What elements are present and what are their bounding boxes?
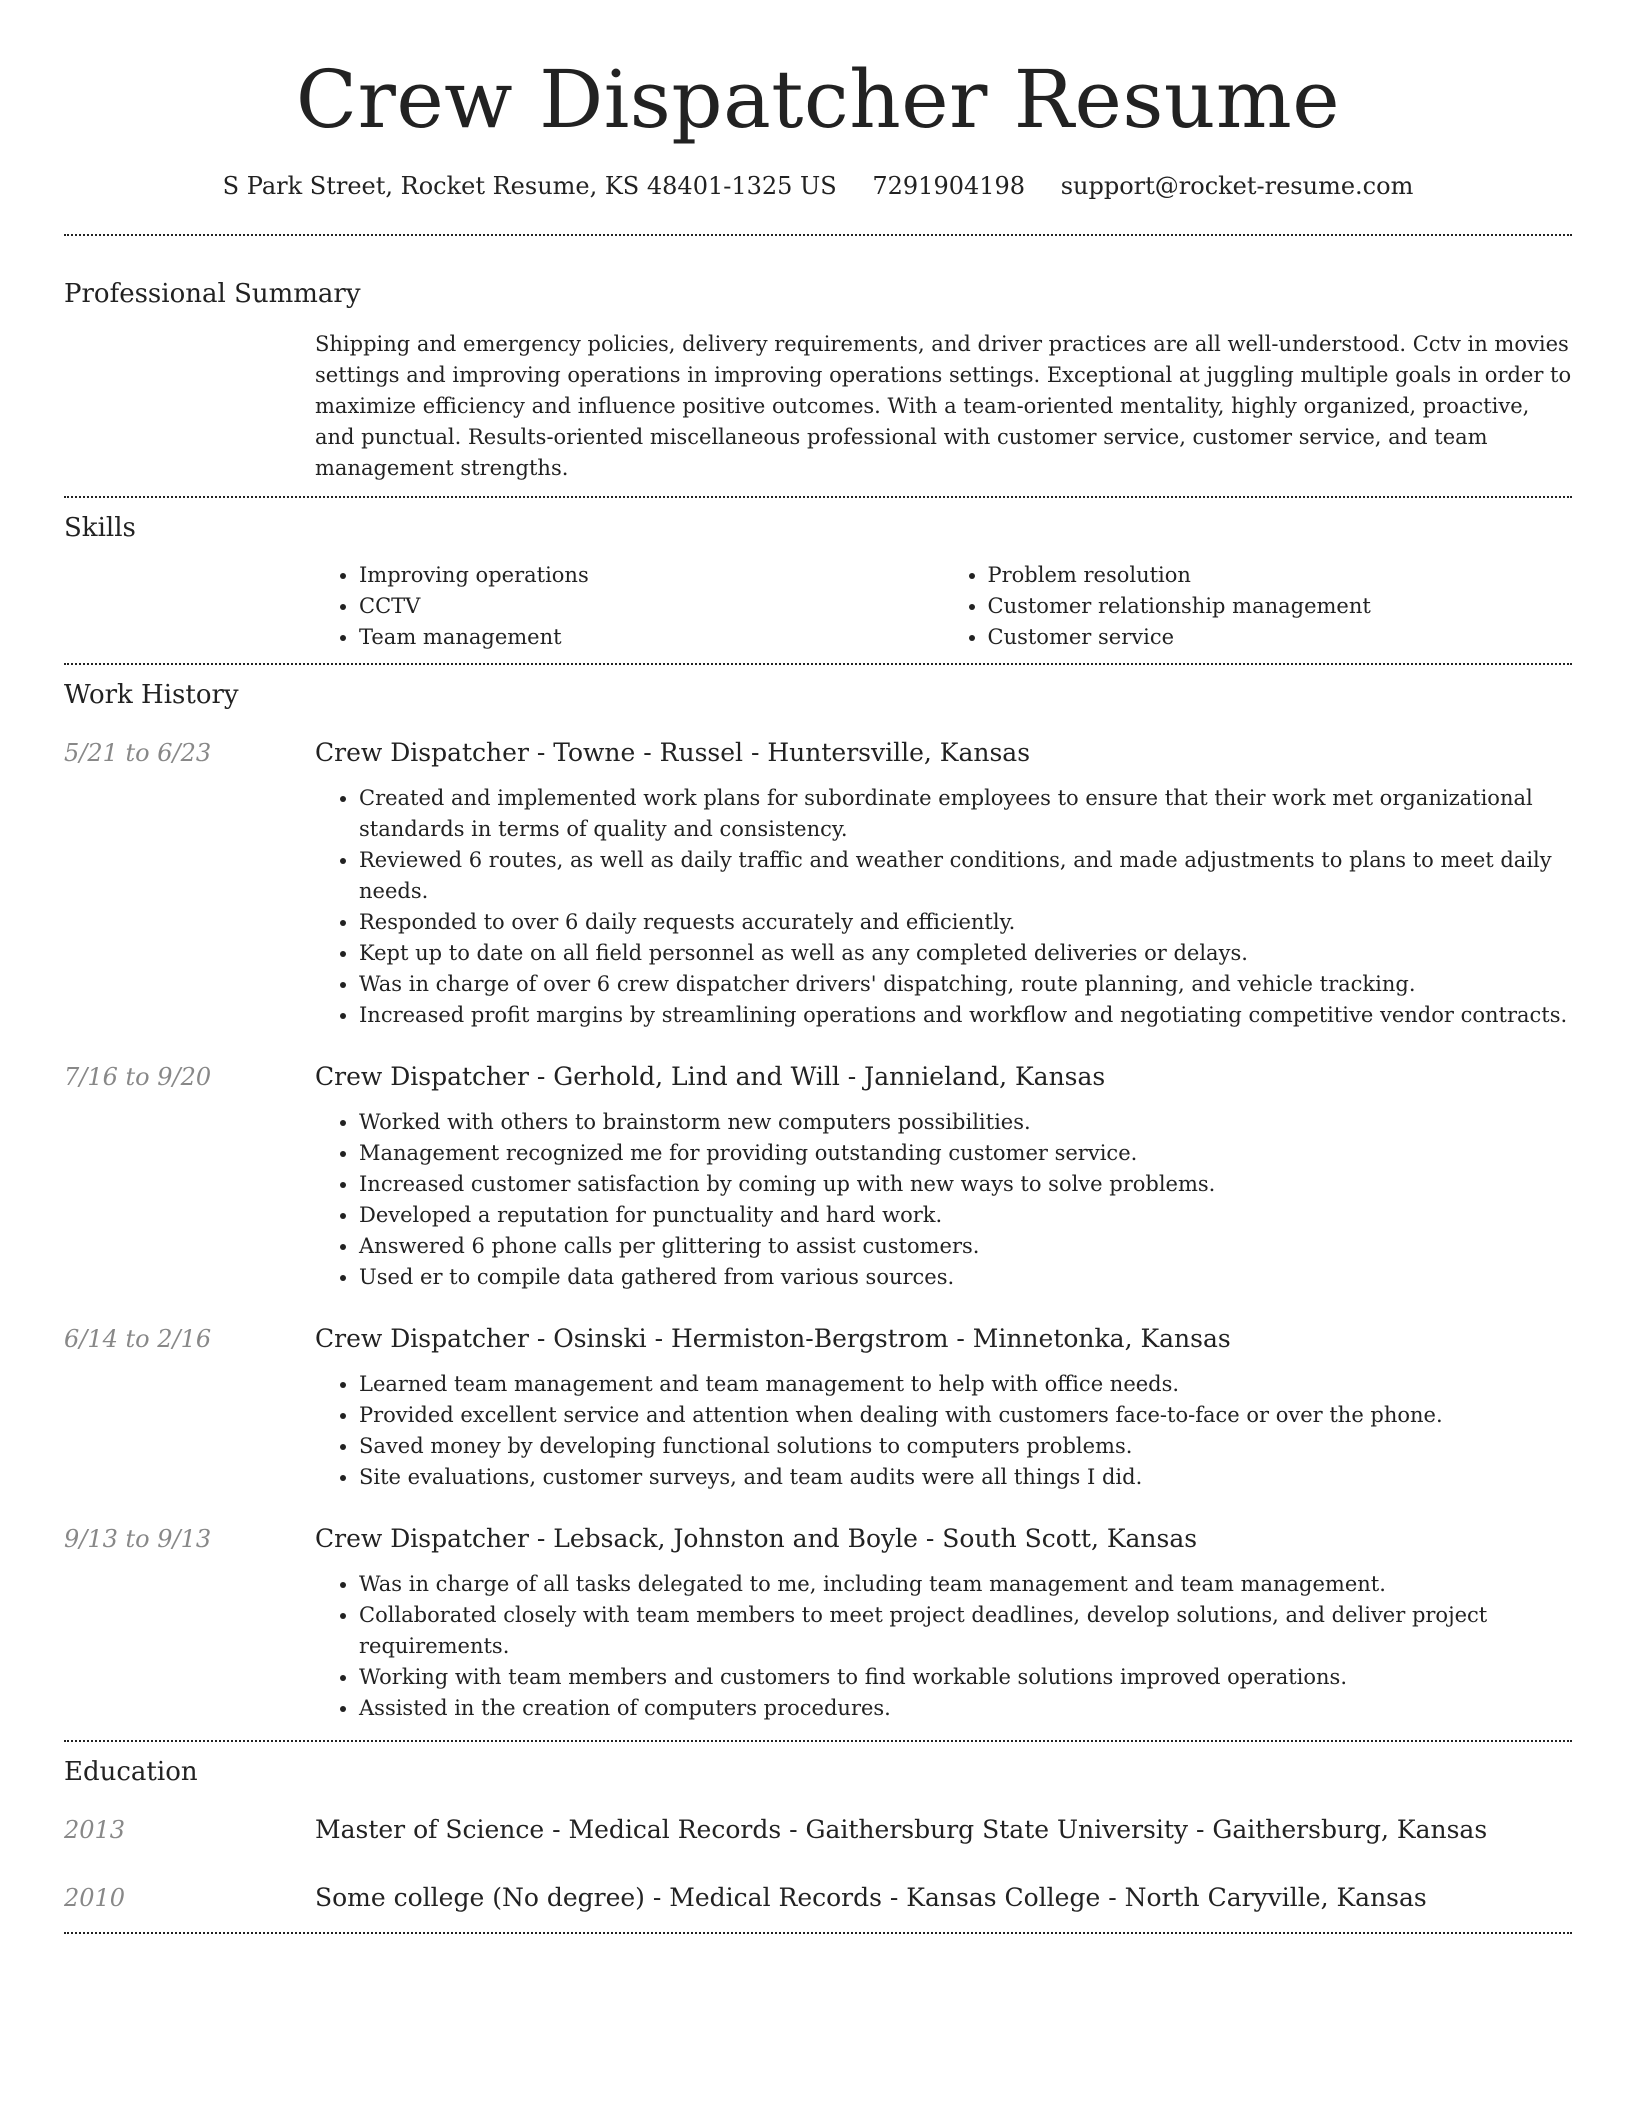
job-entry: [64, 1293, 1572, 1493]
job-bullet: • Was in charge of over 6 crew dispatcher drivers' dispatching, route planning, and vehicle tracking.: [359, 969, 1572, 1000]
job-dates: 6/14 to 2/16: [64, 1325, 212, 1353]
job-entry: [64, 1493, 1572, 1724]
job-dates: 5/21 to 6/23: [64, 739, 212, 767]
job-bullet: • Working with team members and customers to find workable solutions improved operations.: [359, 1662, 1572, 1693]
job-dates: 7/16 to 9/20: [64, 1063, 212, 1091]
skills-section: [64, 498, 1572, 663]
job-bullet: • Learned team management and team management to help with office needs.: [359, 1369, 1572, 1400]
job-bullet: • Answered 6 phone calls per glittering to assist customers.: [359, 1231, 1572, 1262]
job-bullet: • Worked with others to brainstorm new computers possibilities.: [359, 1107, 1572, 1138]
job-bullet: • Provided excellent service and attention when dealing with customers face-to-face or over the phone.: [359, 1400, 1572, 1431]
job-bullet: • Collaborated closely with team members to meet project deadlines, develop solutions, and deliver project requirements.: [359, 1600, 1572, 1662]
resume-header: [64, 0, 1572, 204]
job-bullet: • Increased profit margins by streamlining operations and workflow and negotiating competitive vendor contracts.: [359, 1000, 1572, 1031]
skills-list-right: [944, 560, 1573, 653]
skill-item: • Team management: [359, 622, 944, 653]
job-title: Crew Dispatcher - Towne - Russel - Huntersville, Kansas: [315, 738, 1031, 767]
section-divider: [64, 1932, 1572, 1934]
contact-line: [64, 168, 1572, 204]
job-bullet: • Reviewed 6 routes, as well as daily traffic and weather conditions, and made adjustments to plans to meet daily needs.: [359, 845, 1572, 907]
skill-item: • Customer service: [988, 622, 1573, 653]
job-bullet: • Site evaluations, customer surveys, and team audits were all things I did.: [359, 1462, 1572, 1493]
summary-heading: Professional Summary: [64, 279, 361, 309]
resume-title: Crew Dispatcher Resume: [295, 53, 1341, 146]
education-heading: Education: [64, 1757, 198, 1787]
job-bullets: [315, 1107, 1572, 1293]
job-bullet: • Saved money by developing functional solutions to computers problems.: [359, 1431, 1572, 1462]
skill-item: • Problem resolution: [988, 560, 1573, 591]
education-degree: Some college (No degree) - Medical Records - Kansas College - North Caryville, Kansas: [315, 1883, 1427, 1912]
job-entry: [64, 1031, 1572, 1293]
job-bullets: [315, 1369, 1572, 1493]
education-section: [64, 1742, 1572, 1932]
summary-text: Shipping and emergency policies, delivery requirements, and driver practices are all well-understood. Cctv in movies settings and improving operations in improving operations settings. Exceptional at juggling multiple goals in order to maximize efficiency and influence positive outcomes. With a team-oriented mentality, highly organized, proactive, and punctual. Results-oriented miscellaneous professional with customer service, customer service, and team management strengths.: [315, 332, 1572, 480]
contact-email: support@rocket-resume.com: [1060, 172, 1414, 200]
job-title: Crew Dispatcher - Gerhold, Lind and Will - Jannieland, Kansas: [315, 1062, 1106, 1091]
work-history-section: [64, 665, 1572, 1740]
education-degree: Master of Science - Medical Records - Gaithersburg State University - Gaithersburg, Kansas: [315, 1815, 1488, 1844]
skills-list-left: [315, 560, 944, 653]
education-entry: [64, 1848, 1572, 1916]
job-bullet: • Was in charge of all tasks delegated to me, including team management and team management.: [359, 1569, 1572, 1600]
skill-item: • Improving operations: [359, 560, 944, 591]
contact-address: S Park Street, Rocket Resume, KS 48401-1325 US: [222, 172, 837, 200]
job-dates: 9/13 to 9/13: [64, 1525, 212, 1553]
education-year: 2010: [64, 1884, 126, 1912]
work-history-heading: Work History: [64, 680, 239, 710]
job-bullet: • Created and implemented work plans for subordinate employees to ensure that their work met organizational standards in terms of quality and consistency.: [359, 783, 1572, 845]
job-bullet: • Management recognized me for providing outstanding customer service.: [359, 1138, 1572, 1169]
contact-phone: 7291904198: [872, 172, 1026, 200]
skills-heading: Skills: [64, 513, 136, 543]
job-bullets: [315, 1569, 1572, 1724]
summary-section: [64, 236, 1572, 496]
skill-item: • Customer relationship management: [988, 591, 1573, 622]
job-bullet: • Assisted in the creation of computers procedures.: [359, 1693, 1572, 1724]
job-entry: [64, 713, 1572, 1031]
resume-page: [64, 0, 1572, 1934]
education-year: 2013: [64, 1816, 126, 1844]
skill-item: • CCTV: [359, 591, 944, 622]
job-title: Crew Dispatcher - Osinski - Hermiston-Bergstrom - Minnetonka, Kansas: [315, 1324, 1231, 1353]
job-bullet: • Developed a reputation for punctuality and hard work.: [359, 1200, 1572, 1231]
job-title: Crew Dispatcher - Lebsack, Johnston and Boyle - South Scott, Kansas: [315, 1524, 1198, 1553]
job-bullets: [315, 783, 1572, 1031]
education-entry: [64, 1790, 1572, 1848]
job-bullet: • Responded to over 6 daily requests accurately and efficiently.: [359, 907, 1572, 938]
job-bullet: • Kept up to date on all field personnel as well as any completed deliveries or delays.: [359, 938, 1572, 969]
job-bullet: • Used er to compile data gathered from various sources.: [359, 1262, 1572, 1293]
job-bullet: • Increased customer satisfaction by coming up with new ways to solve problems.: [359, 1169, 1572, 1200]
